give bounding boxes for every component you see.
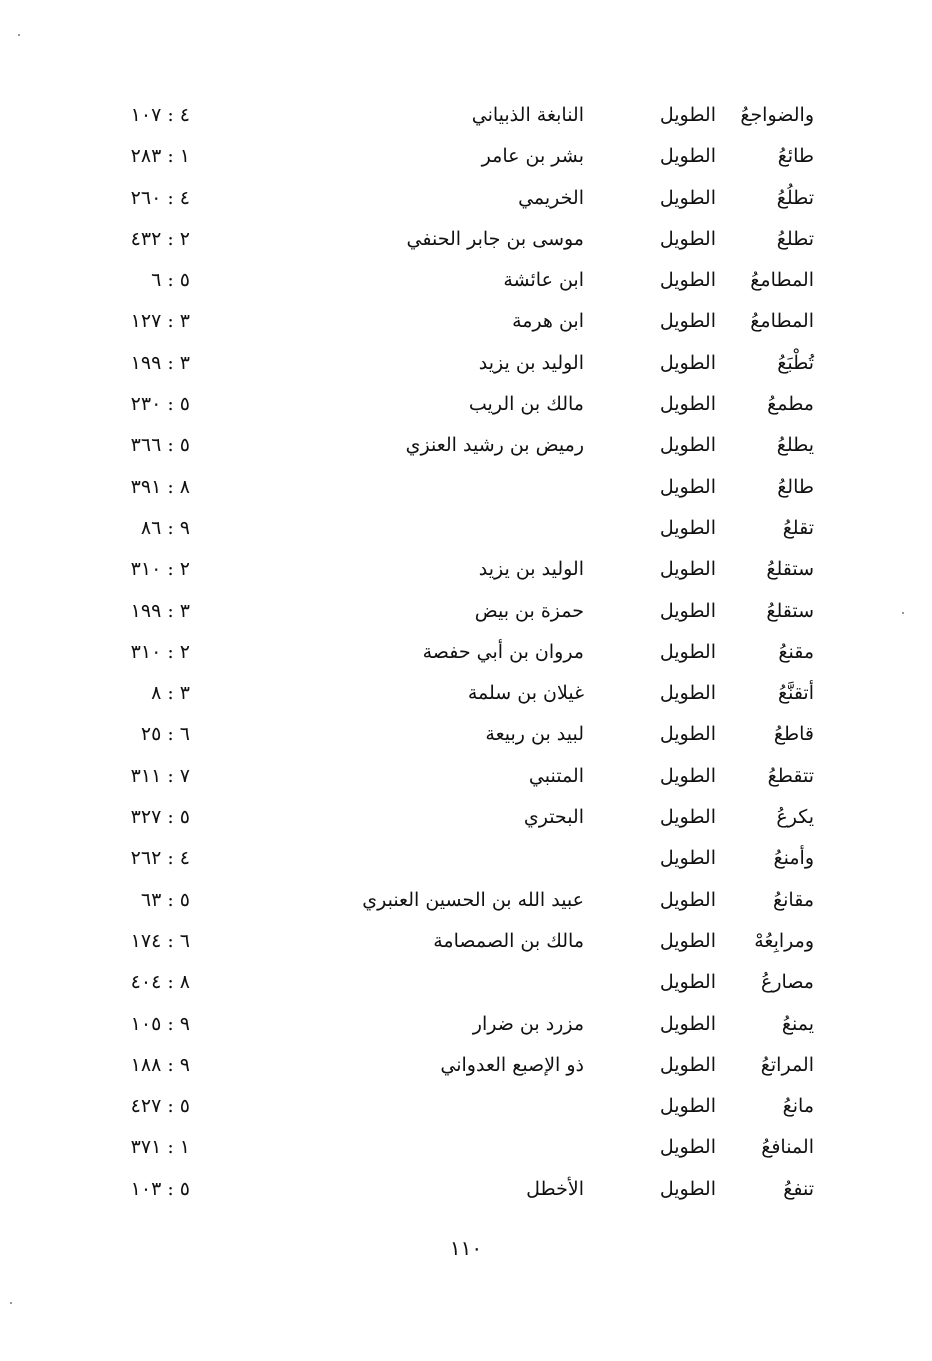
volume-page-ref: ٨ : ٣٩١ xyxy=(130,475,190,498)
rhyme-word: أتقنَّعُ xyxy=(777,682,814,705)
meter-name: الطويل xyxy=(659,682,716,705)
rhyme-word: تنفعُ xyxy=(783,1177,814,1200)
meter-name: الطويل xyxy=(659,599,716,622)
rhyme-word: المراتعُ xyxy=(760,1053,814,1076)
meter-name: الطويل xyxy=(659,888,716,911)
volume-page-ref: ٤ : ٢٦٠ xyxy=(130,186,190,209)
rhyme-word: ستقلعُ xyxy=(766,599,814,622)
index-row xyxy=(0,715,932,756)
poet-name: الأخطل xyxy=(526,1177,584,1200)
meter-name: الطويل xyxy=(659,186,716,209)
poet-name: غيلان بن سلمة xyxy=(467,682,584,705)
volume-page-ref: ٧ : ٣١١ xyxy=(130,764,190,787)
rhyme-word: مقانعُ xyxy=(773,888,814,911)
volume-page-ref: ٣ : ١٩٩ xyxy=(130,351,190,374)
rhyme-word: تُطْبَعُ xyxy=(777,351,814,374)
poet-name: المتنبي xyxy=(528,764,584,787)
index-row xyxy=(0,1087,932,1128)
rhyme-word: مطمعُ xyxy=(767,393,814,416)
rhyme-word: مقنعُ xyxy=(778,640,814,663)
index-row xyxy=(0,550,932,591)
poet-name: حمزة بن بيض xyxy=(474,599,584,622)
poet-name: الوليد بن يزيد xyxy=(478,351,584,374)
meter-name: الطويل xyxy=(659,269,716,292)
rhyme-word: وأمنعُ xyxy=(773,847,814,870)
index-row xyxy=(0,798,932,839)
meter-name: الطويل xyxy=(659,104,716,126)
rhyme-word: مانعُ xyxy=(782,1095,814,1118)
rhyme-word: المطامعُ xyxy=(750,310,814,333)
meter-name: الطويل xyxy=(659,351,716,374)
volume-page-ref: ٤ : ١٠٧ xyxy=(130,104,190,126)
volume-page-ref: ٩ : ٨٦ xyxy=(140,516,190,539)
meter-name: الطويل xyxy=(659,1177,716,1200)
meter-name: الطويل xyxy=(659,723,716,746)
rhyme-word: تتقطعُ xyxy=(767,764,814,787)
poet-name: ذو الإصبع العدواني xyxy=(440,1053,584,1076)
meter-name: الطويل xyxy=(659,145,716,168)
scan-speck xyxy=(10,1302,12,1304)
index-row xyxy=(0,1005,932,1046)
volume-page-ref: ٥ : ٦ xyxy=(151,269,190,292)
index-row xyxy=(0,137,932,178)
index-row xyxy=(0,344,932,385)
meter-name: الطويل xyxy=(659,640,716,663)
index-row xyxy=(0,757,932,798)
meter-name: الطويل xyxy=(659,764,716,787)
rhyme-word: يطلعُ xyxy=(776,434,814,457)
poet-name: موسى بن جابر الحنفي xyxy=(406,227,584,250)
rhyme-word: يمنعُ xyxy=(781,1012,814,1035)
volume-page-ref: ٦ : ١٧٤ xyxy=(130,929,190,952)
scan-speck xyxy=(902,612,904,614)
poet-name: البحتري xyxy=(523,806,584,829)
meter-name: الطويل xyxy=(659,227,716,250)
meter-name: الطويل xyxy=(659,475,716,498)
index-row xyxy=(0,1128,932,1169)
volume-page-ref: ٥ : ٤٢٧ xyxy=(130,1095,190,1118)
rhyme-word: تطلعُ xyxy=(776,227,814,250)
meter-name: الطويل xyxy=(659,806,716,829)
volume-page-ref: ٨ : ٤٠٤ xyxy=(130,971,190,994)
meter-name: الطويل xyxy=(659,1095,716,1118)
index-row xyxy=(0,426,932,467)
volume-page-ref: ٥ : ٢٣٠ xyxy=(130,393,190,416)
volume-page-ref: ٤ : ٢٦٢ xyxy=(130,847,190,870)
meter-name: الطويل xyxy=(659,558,716,581)
volume-page-ref: ١ : ٣٧١ xyxy=(130,1136,190,1159)
index-row xyxy=(0,633,932,674)
rhyme-word: والضواجعُ xyxy=(740,104,814,126)
index-row xyxy=(0,1170,932,1211)
index-row xyxy=(0,881,932,922)
poet-name: مزرد بن ضرار xyxy=(472,1012,584,1035)
rhyme-word: طالعُ xyxy=(777,475,814,498)
volume-page-ref: ٢ : ٣١٠ xyxy=(130,558,190,581)
meter-name: الطويل xyxy=(659,847,716,870)
volume-page-ref: ٣ : ١٩٩ xyxy=(130,599,190,622)
meter-name: الطويل xyxy=(659,310,716,333)
volume-page-ref: ٥ : ٣٦٦ xyxy=(130,434,190,457)
meter-name: الطويل xyxy=(659,1012,716,1035)
index-row xyxy=(0,963,932,1004)
meter-name: الطويل xyxy=(659,516,716,539)
volume-page-ref: ٢ : ٤٣٢ xyxy=(130,227,190,250)
rhyme-word: تقلعُ xyxy=(782,516,814,539)
volume-page-ref: ٥ : ٦٣ xyxy=(140,888,190,911)
index-row xyxy=(0,220,932,261)
volume-page-ref: ٥ : ٣٢٧ xyxy=(130,806,190,829)
index-row xyxy=(0,592,932,633)
volume-page-ref: ٥ : ١٠٣ xyxy=(130,1177,190,1200)
meter-name: الطويل xyxy=(659,1136,716,1159)
volume-page-ref: ١ : ٢٨٣ xyxy=(130,145,190,168)
scan-speck xyxy=(18,34,20,36)
index-row xyxy=(0,179,932,220)
meter-name: الطويل xyxy=(659,1053,716,1076)
volume-page-ref: ٢ : ٣١٠ xyxy=(130,640,190,663)
poet-name: ابن هرمة xyxy=(512,310,584,333)
rhyme-word: تطلُعُ xyxy=(776,186,814,209)
rhyme-word: مصارعُ xyxy=(761,971,814,994)
index-row xyxy=(0,261,932,302)
volume-page-ref: ٩ : ١٠٥ xyxy=(130,1012,190,1035)
rhyme-word: المطامعُ xyxy=(750,269,814,292)
poet-name: مالك بن الصمصامة xyxy=(433,929,584,952)
index-row xyxy=(0,1046,932,1087)
volume-page-ref: ٩ : ١٨٨ xyxy=(130,1053,190,1076)
meter-name: الطويل xyxy=(659,971,716,994)
index-row xyxy=(0,385,932,426)
rhyme-word: يكرعُ xyxy=(776,806,814,829)
poet-name: بشر بن عامر xyxy=(481,145,584,168)
poet-name: مالك بن الريب xyxy=(468,393,584,416)
poet-name: عبيد الله بن الحسين العنبري xyxy=(362,888,584,911)
rhyme-word: ستقلعُ xyxy=(766,558,814,581)
index-row xyxy=(0,922,932,963)
poet-name: الوليد بن يزيد xyxy=(478,558,584,581)
index-row xyxy=(0,839,932,880)
meter-name: الطويل xyxy=(659,393,716,416)
poet-name: رميض بن رشيد العنزي xyxy=(405,434,584,457)
meter-name: الطويل xyxy=(659,434,716,457)
index-table xyxy=(0,96,932,1211)
poet-name: لبيد بن ربيعة xyxy=(485,723,584,746)
index-row xyxy=(0,96,932,137)
rhyme-word: ومرابِعُهْ xyxy=(754,929,814,952)
volume-page-ref: ٦ : ٢٥ xyxy=(140,723,190,746)
index-row xyxy=(0,509,932,550)
poet-name: مروان بن أبي حفصة xyxy=(422,640,584,663)
index-row xyxy=(0,468,932,509)
meter-name: الطويل xyxy=(659,929,716,952)
rhyme-word: المنافعُ xyxy=(761,1136,814,1159)
volume-page-ref: ٣ : ١٢٧ xyxy=(130,310,190,333)
index-row xyxy=(0,674,932,715)
index-row xyxy=(0,302,932,343)
rhyme-word: قاطعُ xyxy=(773,723,814,746)
poet-name: النابغة الذبياني xyxy=(471,104,584,126)
rhyme-word: طائعُ xyxy=(777,145,814,168)
poet-name: الخريمي xyxy=(518,186,584,209)
page-number: ١١٠ xyxy=(449,1236,483,1260)
poet-name: ابن عائشة xyxy=(503,269,584,292)
volume-page-ref: ٣ : ٨ xyxy=(151,682,190,705)
